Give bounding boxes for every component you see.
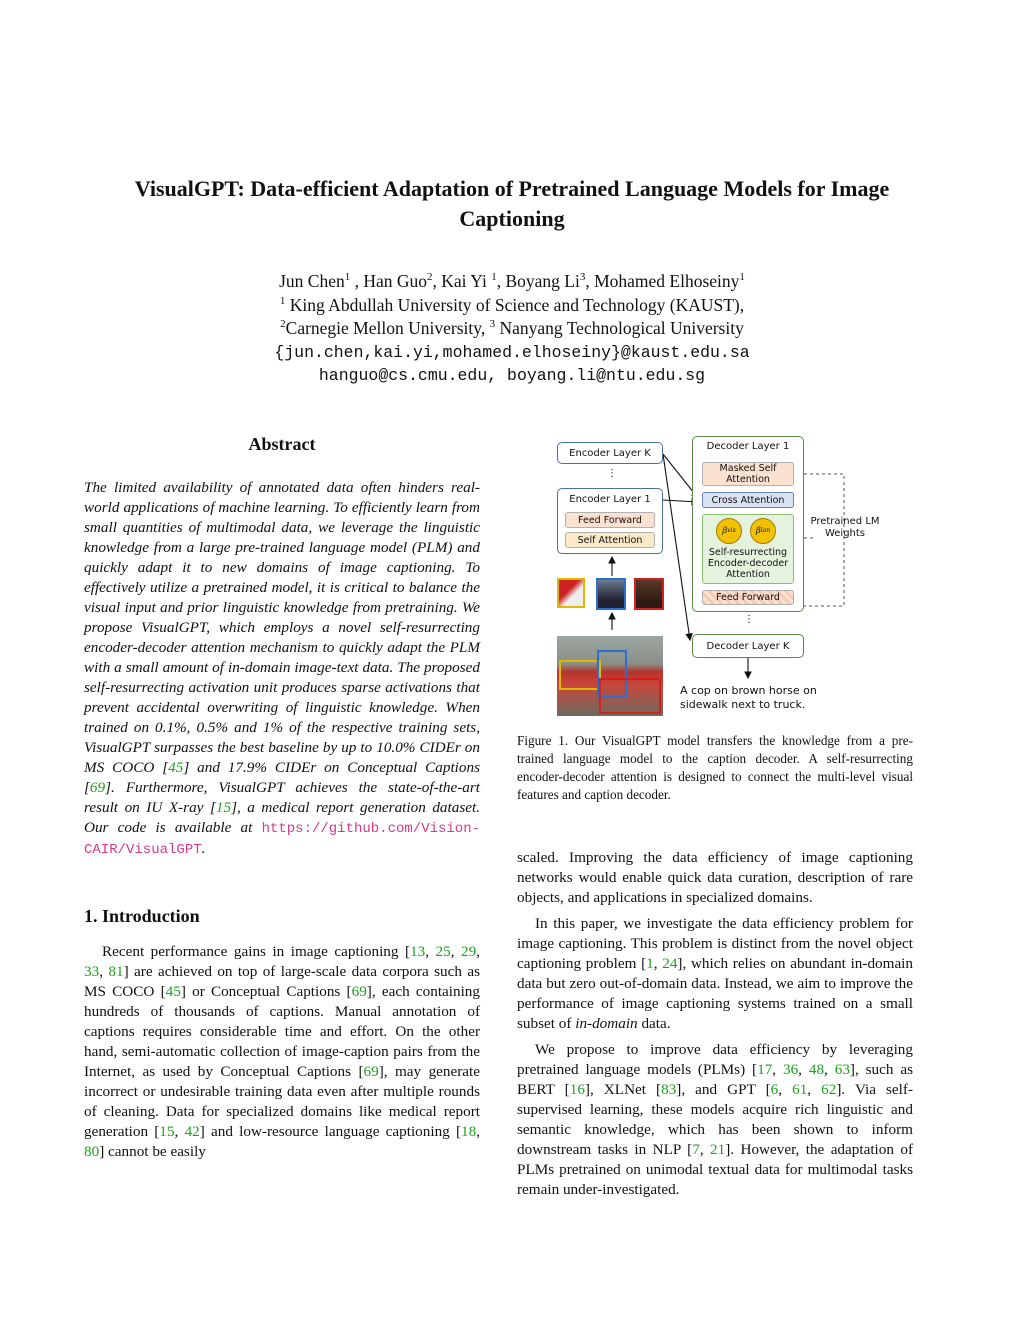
beta-lan-gate: β lan [750,518,776,544]
arrow-enc-k-dec-k [663,454,690,640]
abstract-span: The limited availability of annotated data often hinders real-world applications of machine learning. To efficiently learn from small quantities of multimodal data, we leverage the linguistic knowledge from a large pre-trained language model (PLM) and quickly adapt it to new domains of image captioning. To effectively utilize a pretrained model, it is critical to balance the visual input and prior linguistic knowledge from pretraining. We propose VisualGPT, which employs a novel self-resurrecting encoder-decoder attention mechanism to quickly adapt the PLM with a small amount of in-domain image-text data. The proposed self-resurrecting activation unit produces sparse activations that prevent accidental overwriting of linguistic knowledge. When trained on 0.1%, 0.5% and 1% of the respective training sets, VisualGPT surpasses the best baseline by up to 10.0% CIDEr on MS COCO [ [84,479,480,776]
citation-link[interactable]: 81 [108,963,124,980]
abstract-span: ] and 17.9% CIDEr on Conceptual Captions [ [84,759,480,796]
citation-link[interactable]: 25 [435,943,451,960]
citation-link[interactable]: 63 [834,1061,850,1078]
citation-link[interactable]: 15 [215,799,232,816]
text-run: , [174,1123,185,1140]
citation-link[interactable]: 16 [569,1081,585,1098]
affiliation-2 [100,317,924,341]
aff-text: Carnegie Mellon University, [285,318,486,338]
text-run: , [425,943,436,960]
aff-sup: 2 [280,318,286,331]
author-block [100,270,924,388]
right-paragraph-2 [517,914,913,1034]
citation-link[interactable]: 7 [692,1141,700,1158]
text-run: , [476,943,480,960]
text-run: , [807,1081,822,1098]
text-run: , [99,963,109,980]
generated-caption: A cop on brown horse on sidewalk next to truck. [680,684,817,711]
enc-feed-forward: Feed Forward [565,512,655,528]
email-line-2[interactable]: hanguo@cs.cmu.edu, boyang.li@ntu.edu.sg [318,366,706,385]
aff-text: King Abdullah University of Science and Technology (KAUST), [289,294,745,315]
encoder-layer-k: Encoder Layer K [557,442,663,464]
text-run: , [476,1123,481,1140]
text-run: , [653,955,663,972]
citation-link[interactable]: 18 [461,1123,477,1140]
intro-heading: 1. Introduction [84,906,200,926]
intro-paragraph-1 [84,942,480,1162]
title-line-2: Captioning [459,206,565,231]
decoder-layer-k: Decoder Layer K [692,634,804,658]
bbox-yellow [559,660,601,690]
citation-link[interactable]: 36 [782,1061,799,1078]
pretrained-lm-weights-label: Pretrained LM Weights [810,516,880,539]
text-run: ], which relies on abundant in-domain data but zero out-of-domain data. Instead, we aim to improve the performance of image captioning systems trained on a small subset of [517,955,913,1032]
decoder-layer-1-label: Decoder Layer 1 [706,441,790,452]
citation-link[interactable]: 62 [821,1081,837,1098]
code-url-link[interactable]: https://github.com/Vision-CAIR/VisualGPT [84,821,480,858]
text-run: , [772,1061,783,1078]
text-run: ], may generate incorrect or undesirable training data even after multiple rounds of cleaning. Data for specialized domains like medical report generation [ [84,1063,480,1140]
affiliation-1 [100,294,924,318]
abstract-span: ]. Furthermore, VisualGPT achieves the state-of-the-art result on IU X-ray [ [84,779,480,816]
text-run: ], and GPT [ [676,1081,771,1098]
abstract-span: . [201,840,206,857]
text-run: We propose to improve data efficiency by leveraging pretrained language models (PLMs) [ [517,1041,913,1078]
figure-1 [552,430,912,720]
text-run: , [798,1061,809,1078]
citation-link[interactable]: 29 [461,943,477,960]
author-name: Jun Chen [279,271,345,291]
text-run: ] cannot be easily [99,1143,206,1160]
left-column [84,430,480,1162]
aff-sup: 1 [279,294,286,307]
bbox-red [599,678,661,714]
text-run: , [778,1081,793,1098]
text-run: ]. Via self-supervised learning, these models acquire rich linguistic and semantic knowledge, which has been shown to inform downstream tasks in NLP [ [517,1081,913,1158]
author-sup: 1 [491,271,497,284]
citation-link[interactable]: 80 [84,1143,100,1160]
text-run: data. [637,1015,671,1032]
email-line-1[interactable]: {jun.chen,kai.yi,mohamed.elhoseiny}@kaust.edu.sa [274,342,750,362]
citation-link[interactable]: 48 [808,1061,825,1078]
right-column [517,848,913,1200]
text-run: ] are achieved on top of large-scale data corpora such as MS COCO [ [84,963,481,1000]
author-name: Han Guo [363,271,428,291]
abstract-heading: Abstract [248,434,316,454]
self-resurrecting-attention: Self-resurrecting Encoder-decoder Attention [702,514,794,584]
citation-link[interactable]: 24 [662,955,678,972]
citation-link[interactable]: 83 [661,1081,677,1098]
author-sup: 1 [344,271,351,284]
masked-self-attention: Masked Self Attention [702,462,794,486]
citation-link[interactable]: 6 [770,1081,779,1098]
abstract-span: ], a medical report generation dataset. Our code is available at [84,799,480,836]
thumbnail-truck [557,578,585,608]
citation-link[interactable]: 69 [363,1063,379,1080]
author-sup: 3 [579,271,586,284]
decoder-dots: ⋮ [744,614,754,625]
text-run: , [824,1061,835,1078]
text-run: ] and low-resource language captioning [ [199,1123,462,1140]
citation-link[interactable]: 15 [159,1123,175,1140]
citation-link[interactable]: 13 [410,943,426,960]
citation-link[interactable]: 17 [757,1061,773,1078]
text-run: In this paper, we investigate the data efficiency problem for image captioning. This problem is distinct from the novel object captioning problem [ [517,915,913,972]
beta-vis-gate: β vis [716,518,742,544]
paper-title [60,174,964,234]
emphasis-text: in-domain [575,1015,638,1032]
thumbnail-horse [634,578,664,610]
citation-link[interactable]: 69 [351,983,367,1000]
text-run: ]. However, the adaptation of PLMs pretrained on unimodal textual data for multimodal tasks remain under-investigated. [517,1141,914,1198]
text-run: ], each containing hundreds of thousands of captions. Manual annotation of captions requires considerable time and effort. On the other hand, semi-automatic collection of image-caption pairs from the Internet, as used by Conceptual Captions [ [84,983,480,1080]
input-image [557,636,663,716]
cross-attention: Cross Attention [702,492,794,508]
title-line-1: VisualGPT: Data-efficient Adaptation of Pretrained Language Models for Image [134,176,890,201]
citation-link[interactable]: 69 [89,779,106,796]
citation-link[interactable]: 45 [165,983,181,1000]
text-run: Recent performance gains in image captioning [ [102,943,411,960]
right-paragraph-1: scaled. Improving the data efficiency of image captioning networks would enable quick data curation, description of rare objects, and applications in specialized domains. [517,849,913,906]
citation-link[interactable]: 42 [184,1123,200,1140]
citation-link[interactable]: 45 [168,759,184,776]
figure-caption: Figure 1. Our VisualGPT model transfers the knowledge from a pre-trained language model to the caption decoder. A self-resurrecting encoder-decoder attention is designed to connect the multi-level visual features and caption decoder. [517,733,913,802]
citation-link[interactable]: 33 [84,963,100,980]
thumbnail-cop [596,578,626,610]
aff-sup: 3 [489,318,496,331]
text-run: , [699,1141,711,1158]
encoder-layer-1-label: Encoder Layer 1 [569,494,651,505]
text-run: , [450,943,462,960]
text-run: ], such as BERT [ [517,1061,914,1098]
text-run: ], XLNet [ [584,1081,662,1098]
aff-text: Nanyang Technological University [499,318,744,338]
right-paragraph-3 [517,1040,913,1200]
citation-link[interactable]: 21 [710,1141,726,1158]
author-name: Kai Yi [441,271,487,291]
citation-link[interactable]: 1 [646,955,654,972]
text-run: ] or Conceptual Captions [ [180,983,352,1000]
author-sup: 2 [427,271,433,284]
encoder-dots: ⋮ [607,468,617,479]
author-name: Boyang Li [505,271,580,291]
enc-self-attention: Self Attention [565,532,655,548]
author-name: Mohamed Elhoseiny [594,271,740,291]
dec-feed-forward: Feed Forward [702,590,794,605]
author-sup: 1 [739,271,745,284]
author-names: Jun Chen$^1$ , Han Guo$^2$, Kai Yi $^1$, Boyang Li$^3$, Mohamed Elhoseiny$^1$ [279,271,745,291]
pretrained-bracket [804,474,844,606]
abstract-text [84,478,480,860]
citation-link[interactable]: 61 [792,1081,808,1098]
